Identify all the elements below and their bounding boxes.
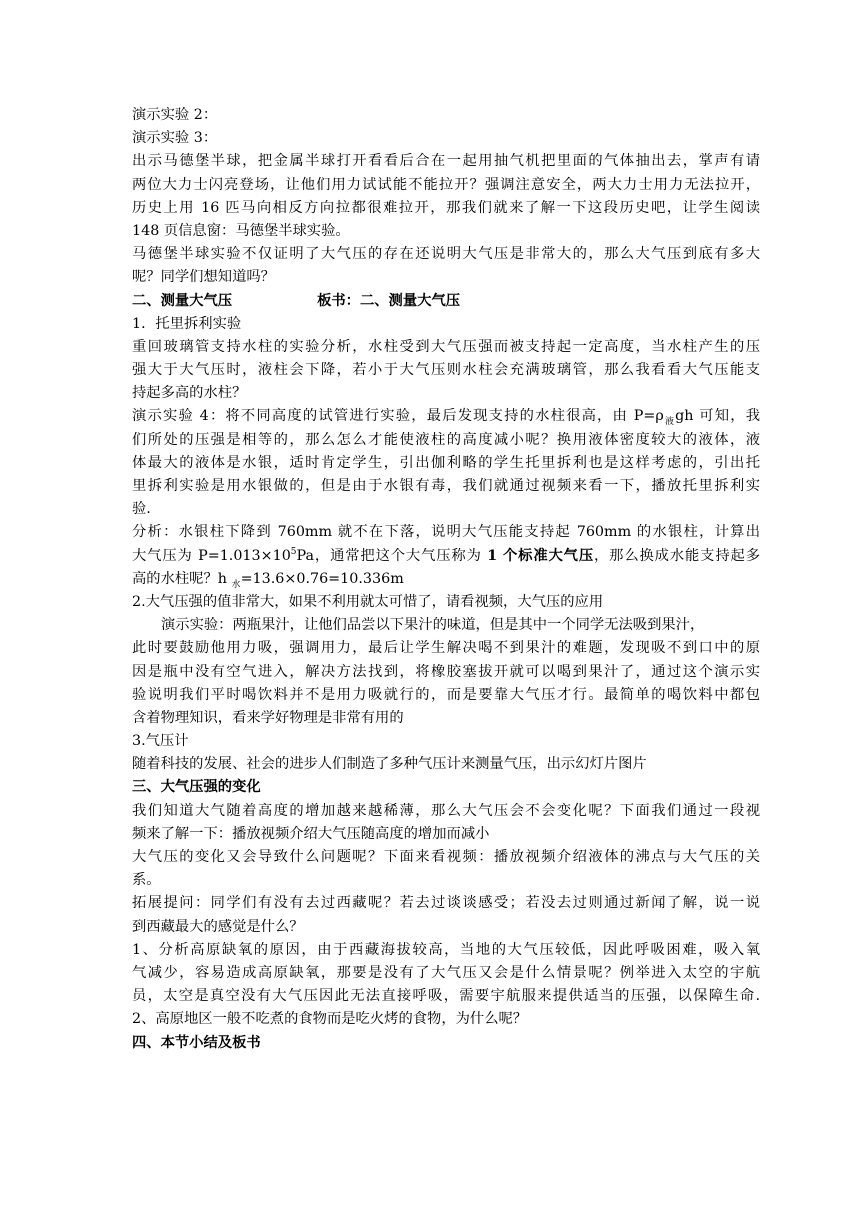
text-line: 体最大的液体是水银，适时肯定学生，引出伽利略的学生托里拆利也是这样考虑的，引出托 bbox=[132, 454, 760, 471]
text-line: 此时要鼓励他用力吸，强调用力，最后让学生解决喝不到果汁的难题，发现吸不到口中的原 bbox=[132, 640, 760, 657]
subscript: 液 bbox=[663, 417, 676, 428]
text-line-formula bbox=[132, 568, 760, 591]
text-span: 演示实验 4：将不同高度的试管进行实验，最后发现支持的水柱很高，由 P=ρ bbox=[132, 408, 664, 425]
text-line: 2.大气压强的值非常大，如果不利用就太可惜了，请看视频，大气压的应用 bbox=[132, 593, 604, 610]
text-line: 验. bbox=[132, 501, 151, 518]
text-line: 两位大力士闪亮登场，让他们用力试试能不能拉开？强调注意安全，两大力士用力无法拉开， bbox=[132, 176, 760, 193]
text-span: gh 可知，我 bbox=[675, 408, 760, 425]
text-line: 1、分析高原缺氧的原因，由于西藏海拔较高，当地的大气压较低，因此呼吸困难，吸入氧 bbox=[132, 941, 760, 958]
text-line: 气减少，容易造成高原缺氧，那要是没有了大气压又会是什么情景呢？例举进入太空的宇航 bbox=[132, 964, 760, 981]
text-line: 含着物理知识，看来学好物理是非常有用的 bbox=[132, 709, 404, 726]
text-line: 随着科技的发展、社会的进步人们制造了多种气压计来测量气压，出示幻灯片图片 bbox=[132, 756, 647, 773]
text-span: 大气压为 P=1.013×10 bbox=[132, 547, 291, 564]
text-line: 大气压的变化又会导致什么问题呢？下面来看视频：播放视频介绍液体的沸点与大气压的关 bbox=[132, 849, 760, 865]
text-line: 2、高原地区一般不吃煮的食物而是吃火烤的食物，为什么呢？ bbox=[132, 1011, 528, 1028]
text-line-formula bbox=[132, 405, 760, 428]
text-line: 系。 bbox=[132, 872, 161, 889]
section-heading-measure bbox=[132, 290, 760, 313]
subheading-barometer: 3.气压计 bbox=[132, 733, 189, 750]
section-heading-text: 二、测量大气压 bbox=[132, 292, 233, 309]
text-span: =13.6×0.76=10.336m bbox=[240, 570, 404, 587]
text-line: 到西藏最大的感觉是什么？ bbox=[132, 918, 304, 935]
text-line: 历史上用 16 匹马向相反方向拉都很难拉开，那我们就来了解一下这段历史吧，让学生阅读 bbox=[132, 199, 760, 216]
bold-term: 1 个标准大气压 bbox=[487, 547, 594, 564]
section-heading-change: 三、大气压强的变化 bbox=[132, 779, 261, 796]
text-span: 高的水柱呢？h bbox=[132, 570, 232, 587]
text-line: 拓展提问：同学们有没有去过西藏呢？若去过谈谈感受；若没去过则通过新闻了解，说一说 bbox=[132, 895, 760, 912]
text-line: 分析：水银柱下降到 760mm 就不在下落，说明大气压能支持起 760mm 的水银柱，计算出 bbox=[132, 524, 760, 541]
text-line: 里拆利实验是用水银做的，但是由于水银有毒，我们就通过视频来看一下，播放托里拆利实 bbox=[132, 478, 760, 494]
superscript: 5 bbox=[290, 546, 297, 557]
text-line: 员，太空是真空没有大气压因此无法直接呼吸，需要宇航服来提供适当的压强，以保障生命. bbox=[132, 988, 760, 1005]
board-note-text: 板书：二、测量大气压 bbox=[317, 292, 461, 309]
text-line: 马德堡半球实验不仅证明了大气压的存在还说明大气压是非常大的，那么大气压到底有多大 bbox=[132, 246, 760, 263]
text-span: Pa，通常把这个大气压称为 bbox=[296, 547, 488, 564]
text-line: 演示实验 2： bbox=[132, 107, 218, 123]
text-span: ，那么换成水能支持起多 bbox=[594, 547, 760, 564]
text-line: 持起多高的水柱？ bbox=[132, 385, 247, 402]
text-line-formula bbox=[132, 545, 760, 568]
text-line: 我们知道大气随着高度的增加越来越稀薄，那么大气压会不会变化呢？下面我们通过一段视 bbox=[132, 802, 760, 819]
section-heading-summary: 四、本节小结及板书 bbox=[132, 1034, 261, 1051]
text-line: 演示实验 3： bbox=[132, 130, 218, 147]
text-line: 重回玻璃管支持水柱的实验分析，水柱受到大气压强而被支持起一定高度，当水柱产生的压 bbox=[132, 338, 760, 355]
text-line: 呢？同学们想知道吗？ bbox=[132, 269, 275, 286]
text-line: 频来了解一下：播放视频介绍大气压随高度的增加而减小 bbox=[132, 825, 490, 842]
subheading-torricelli: 1．托里拆利实验 bbox=[132, 315, 242, 332]
text-line: 们所处的压强是相等的，那么怎么才能使液柱的高度减小呢？换用液体密度较大的液体，液 bbox=[132, 431, 760, 448]
text-line: 因是瓶中没有空气进入，解决方法找到，将橡胶塞拔开就可以喝到果汁了，通过这个演示实 bbox=[132, 663, 760, 680]
text-line: 148 页信息窗：马德堡半球实验。 bbox=[132, 222, 350, 239]
subscript: 水 bbox=[231, 579, 241, 590]
text-line: 演示实验：两瓶果汁，让他们品尝以下果汁的味道，但是其中一个同学无法吸到果汁， bbox=[161, 617, 705, 634]
text-line: 强大于大气压时，液柱会下降，若小于大气压则水柱会充满玻璃管，那么我看看大气压能支 bbox=[132, 362, 760, 379]
text-line: 出示马德堡半球，把金属半球打开看看后合在一起用抽气机把里面的气体抽出去，掌声有请 bbox=[132, 153, 760, 170]
text-line: 验说明我们平时喝饮料并不是用力吸就行的，而是要靠大气压才行。最简单的喝饮料中都包 bbox=[132, 686, 760, 703]
